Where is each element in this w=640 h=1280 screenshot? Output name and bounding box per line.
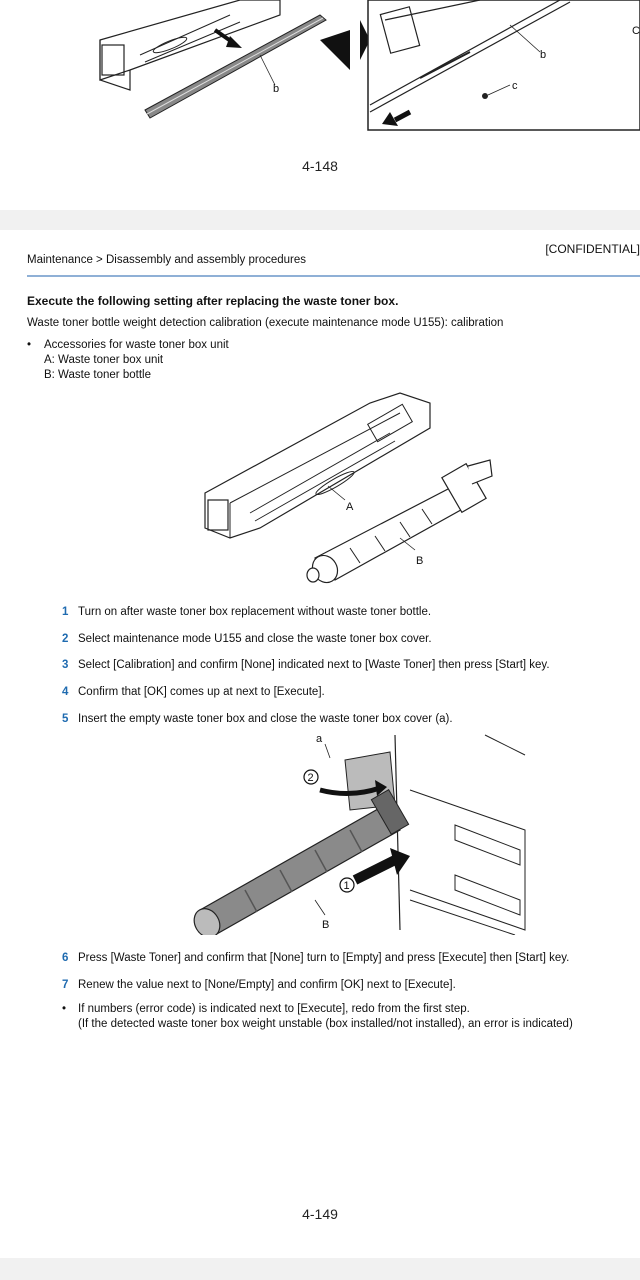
step-number: 7 <box>62 979 69 991</box>
page-number: 4-148 <box>302 158 338 174</box>
bullet: • <box>27 339 32 351</box>
accessory-item: A: Waste toner box unit <box>44 354 164 366</box>
section-heading: Execute the following setting after replacing the waste toner box. <box>27 294 399 308</box>
circle-1: 1 <box>343 880 350 892</box>
label-B2: B <box>322 919 330 931</box>
section-subtext: Waste toner bottle weight detection calibration (execute maintenance mode U155): calibration <box>27 317 504 329</box>
current-page <box>0 230 640 1258</box>
step-text: Turn on after waste toner box replacement without waste toner bottle. <box>78 606 432 618</box>
step-number: 2 <box>62 633 69 645</box>
note-line: (If the detected waste toner box weight unstable (box installed/not installed), an error is indicated) <box>78 1018 573 1030</box>
previous-page <box>0 0 640 210</box>
step-number: 4 <box>62 686 69 698</box>
error-note <box>62 1002 573 1032</box>
step-number: 3 <box>62 659 69 671</box>
step-item <box>62 606 431 618</box>
step-text: Press [Waste Toner] and confirm that [None] turn to [Empty] and press [Execute] then [Start] key. <box>78 952 570 964</box>
circle-2: 2 <box>307 772 314 784</box>
step-text: Confirm that [OK] comes up at next to [Execute]. <box>78 686 325 698</box>
label-c: c <box>512 80 518 92</box>
bullet: • <box>62 1003 67 1015</box>
rail-zoom-illustration <box>360 0 640 135</box>
step-number: 1 <box>62 606 69 618</box>
accessory-item: B: Waste toner bottle <box>44 369 151 381</box>
step-text: Select maintenance mode U155 and close the waste toner box cover. <box>78 633 432 645</box>
insertion-illustration <box>185 730 530 935</box>
step-item <box>62 686 325 698</box>
step-item <box>62 633 432 645</box>
accessories-list <box>27 338 229 383</box>
label-b-left: b <box>273 83 280 95</box>
label-B: B <box>416 555 424 567</box>
note-line: If numbers (error code) is indicated next to [Execute], redo from the first step. <box>78 1003 470 1015</box>
accessories-title: Accessories for waste toner box unit <box>44 339 229 351</box>
step-text: Renew the value next to [None/Empty] and confirm [OK] next to [Execute]. <box>78 979 456 991</box>
step-text: Select [Calibration] and confirm [None] indicated next to [Waste Toner] then press [Start] key. <box>78 659 550 671</box>
step-item <box>62 659 550 671</box>
label-a: a <box>316 733 323 745</box>
step-item <box>62 952 569 964</box>
accessories-illustration <box>200 388 500 593</box>
step-item <box>62 979 456 991</box>
step-number: 5 <box>62 713 69 725</box>
header-rule <box>27 275 640 277</box>
rail-removal-illustration <box>90 0 350 130</box>
breadcrumb: Maintenance > Disassembly and assembly procedures <box>27 254 307 266</box>
step-number: 6 <box>62 952 69 964</box>
page-number: 4-149 <box>302 1206 338 1222</box>
label-edge: C <box>632 25 640 37</box>
step-text: Insert the empty waste toner box and close the waste toner box cover (a). <box>78 713 453 725</box>
confidential-label: [CONFIDENTIAL] <box>545 242 640 256</box>
label-b-right: b <box>540 49 547 61</box>
label-A: A <box>346 501 354 513</box>
step-item <box>62 713 453 725</box>
